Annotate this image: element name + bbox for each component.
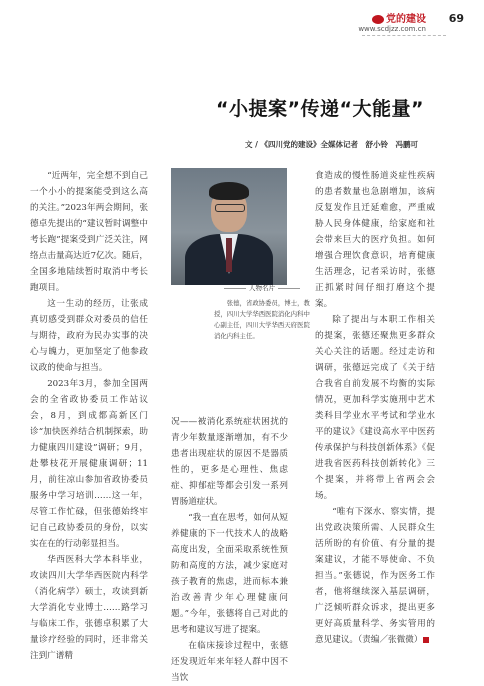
column-2 bbox=[171, 414, 288, 686]
paragraph: 华西医科大学本科毕业，攻读四川大学华西医院内科学（消化病学）硕士，攻读到新大学消化专业博士……路学习与临床工作，张德卓积累了大量诊疗经验的同时，还非常关注到广谱精 bbox=[30, 555, 148, 661]
column-1 bbox=[30, 168, 148, 664]
column-3 bbox=[315, 168, 435, 648]
paragraph bbox=[315, 504, 435, 648]
portrait-hair bbox=[209, 182, 249, 200]
bio-card bbox=[214, 285, 310, 347]
logo-text: 党的建设 bbox=[386, 14, 426, 25]
magazine-logo bbox=[372, 10, 426, 25]
paragraph-text: “唯有下深水、察实情，提出党政决策所需、人民群众生活所盼的有价值、有分量的提案建议，才能不辱使命、不负担当。”张德说，作为医务工作者，他将继续深入基层调研，广泛倾听群众诉求，提出更多更好高质量科学、务实管用的意见建议。（责编／张微微） bbox=[315, 507, 435, 645]
header-divider bbox=[362, 35, 446, 36]
portrait-photo bbox=[171, 168, 287, 285]
paragraph: 况——被消化系统症状困扰的青少年数量逐渐增加，有不少患者出现症状的原因不是器质性的，更多是心理性、焦虑症、抑郁症等都会引发一系列胃肠道症状。 bbox=[171, 417, 288, 507]
bio-heading: 人物名片 bbox=[214, 283, 310, 292]
portrait-tie bbox=[226, 238, 232, 272]
paragraph: 食造成的慢性肠道炎症性疾病的患者数量也急剧增加，该病反复发作且迁延难愈，严重威胁人民身体健康，给家庭和社会带来巨大的医疗负担。如何增强合理饮食意识，培育健康生活理念，记者采访时，张德正抓紧时间仔细打磨这个提案。 bbox=[315, 171, 435, 309]
paragraph: 2023年3月，参加全国两会的全省政协委员工作站议会，8月，到成都高新区门诊“加快医养结合机制探索，助力健康四川建设”调研；9月，赴攀枝花开展健康调研；11月，前往凉山参加省政协委员服务中学习培训……这一年，尽管工作忙碌，但张德始终牢记自己政协委员的身份，以实实在在的行动彰显担当。 bbox=[30, 379, 148, 549]
paragraph: 这一生动的经历，让张成真切感受到群众对委员的信任与期待，政府为民办实事的决心与魄力，更加坚定了他参政议政的使命与担当。 bbox=[30, 299, 148, 373]
article-title: “小提案”传递“大能量” bbox=[216, 98, 424, 120]
page-header bbox=[0, 6, 484, 52]
paragraph: 在临床接诊过程中，张德还发现近年来年轻人群中因不当饮 bbox=[171, 641, 288, 683]
page-number: 69 bbox=[448, 12, 464, 25]
article-byline: 文 / 《四川党的建设》全媒体记者 舒小铃 冯鹏可 bbox=[245, 140, 418, 149]
bio-text: 张德，省政协委员，博士，教授，四川大学华西医院消化内科中心副主任，四川大学华西天府医院消化内科主任。 bbox=[214, 299, 310, 340]
paragraph: “我一直在思考，如何从短养健康的下一代技术人的战略高度出发，全面采取系统性预防和高度的方法，减少家庭对孩子教育的焦虑，进而标本兼治改善青少年心理健康问题。”今年，张德将自己对此的思考和建议写进了提案。 bbox=[171, 513, 288, 635]
paragraph: “近两年，完全想不到自己一个小小的提案能受到这么高的关注。”2023年两会期间，张德卓先提出的“建议暂时调整中考长跑”提案受到广泛关注，网络点击量高达近7亿次。随后，全国多地陆续暂时取消中考长跑项目。 bbox=[30, 171, 148, 293]
paragraph: 除了提出与本职工作相关的提案，张德还聚焦更多群众关心关注的话题。经过走访和调研，张德远完成了《关于结合我省自前发展不均衡的实际情况，更加科学实施刑中艺术类科目学业水平考试和学业水平的建议》《建设高水平中医药传承保护与科技创新体系》《促进我省医药科技创新转化》三个提案，并将带上省两会会场。 bbox=[315, 315, 435, 501]
logo-mark-icon bbox=[372, 15, 384, 24]
site-url: www.scdjzz.com.cn bbox=[358, 25, 426, 33]
portrait-glasses bbox=[215, 204, 245, 212]
